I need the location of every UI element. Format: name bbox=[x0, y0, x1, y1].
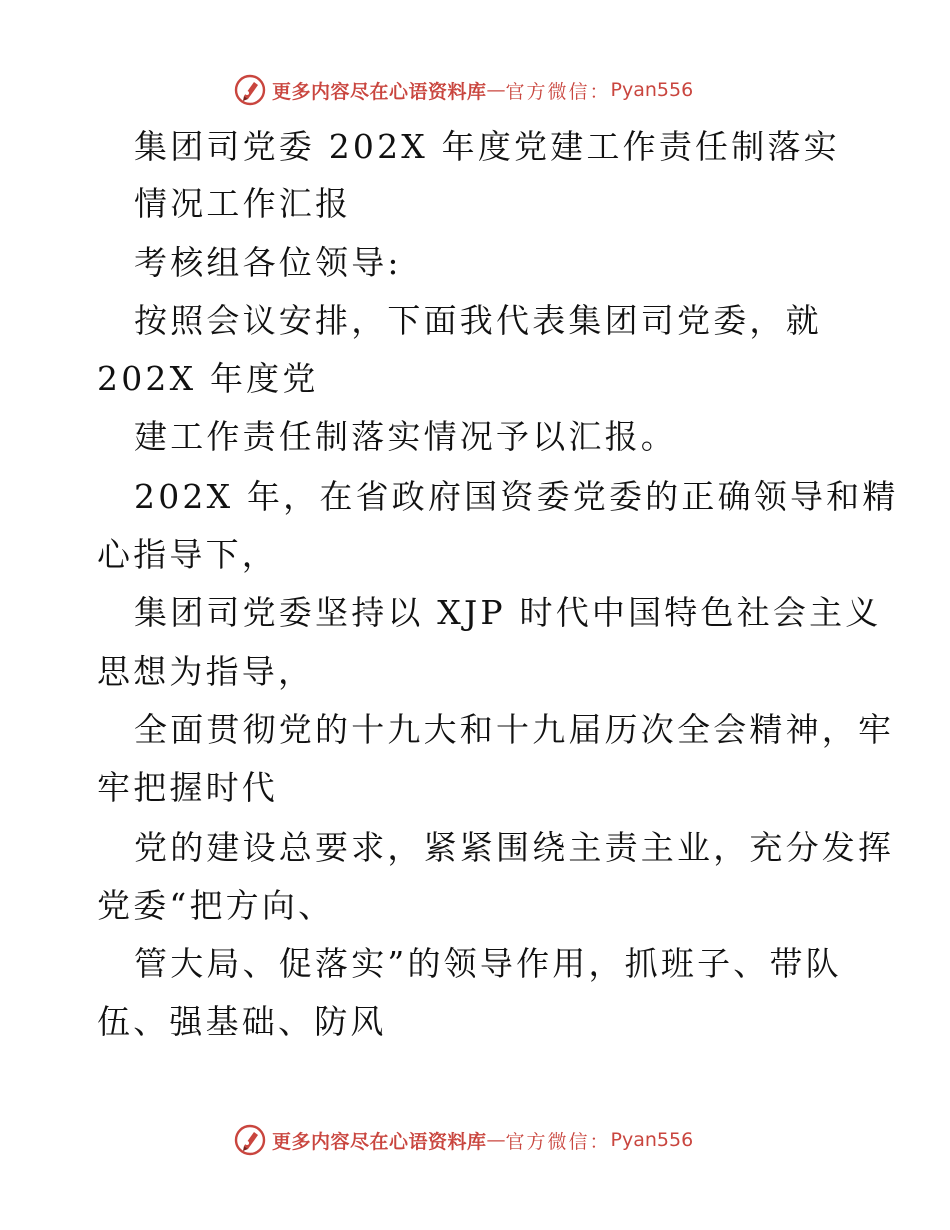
doc-paragraph-line: 管大局、促落实”的领导作用，抓班子、带队 bbox=[134, 944, 842, 983]
doc-paragraph-line: 心指导下， bbox=[97, 535, 278, 574]
doc-salutation: 考核组各位领导: bbox=[134, 243, 402, 282]
watermark-main-text: 更多内容尽在心语资料库 bbox=[272, 1130, 487, 1153]
pen-logo-icon bbox=[234, 74, 266, 106]
watermark-dash: — bbox=[486, 79, 506, 101]
watermark-wechat-label: 官方微信： bbox=[505, 1130, 611, 1153]
header-watermark bbox=[234, 73, 693, 107]
doc-paragraph-line: 党的建设总要求，紧紧围绕主责主业，充分发挥 bbox=[134, 828, 895, 867]
doc-paragraph-line: 按照会议安排，下面我代表集团司党委，就 bbox=[134, 301, 822, 340]
doc-paragraph-line: 集团司党委坚持以 XJP 时代中国特色社会主义 bbox=[134, 593, 882, 632]
watermark-wechat-id: Pyan556 bbox=[610, 1129, 694, 1151]
watermark-wechat-id: Pyan556 bbox=[610, 79, 694, 101]
doc-paragraph-line: 建工作责任制落实情况予以汇报。 bbox=[134, 417, 677, 456]
doc-paragraph-line: 党委“把方向、 bbox=[97, 886, 335, 925]
watermark-main-text: 更多内容尽在心语资料库 bbox=[272, 80, 487, 103]
doc-paragraph-line: 全面贯彻党的十九大和十九届历次全会精神，牢 bbox=[134, 710, 895, 749]
watermark-dash: — bbox=[486, 1129, 506, 1151]
doc-paragraph-line: 伍、强基础、防风 bbox=[97, 1002, 387, 1041]
footer-watermark bbox=[234, 1123, 693, 1157]
doc-title-line-1: 集团司党委 202X 年度党建工作责任制落实 bbox=[134, 127, 840, 166]
doc-paragraph-line: 思想为指导， bbox=[97, 652, 315, 691]
watermark-wechat-label: 官方微信： bbox=[505, 80, 611, 103]
doc-paragraph-line: 202X 年度党 bbox=[97, 359, 319, 398]
doc-title-line-2: 情况工作汇报 bbox=[134, 184, 352, 223]
doc-paragraph-line: 牢把握时代 bbox=[97, 768, 278, 807]
pen-logo-icon bbox=[234, 1124, 266, 1156]
doc-paragraph-line: 202X 年，在省政府国资委党委的正确领导和精 bbox=[134, 477, 899, 516]
